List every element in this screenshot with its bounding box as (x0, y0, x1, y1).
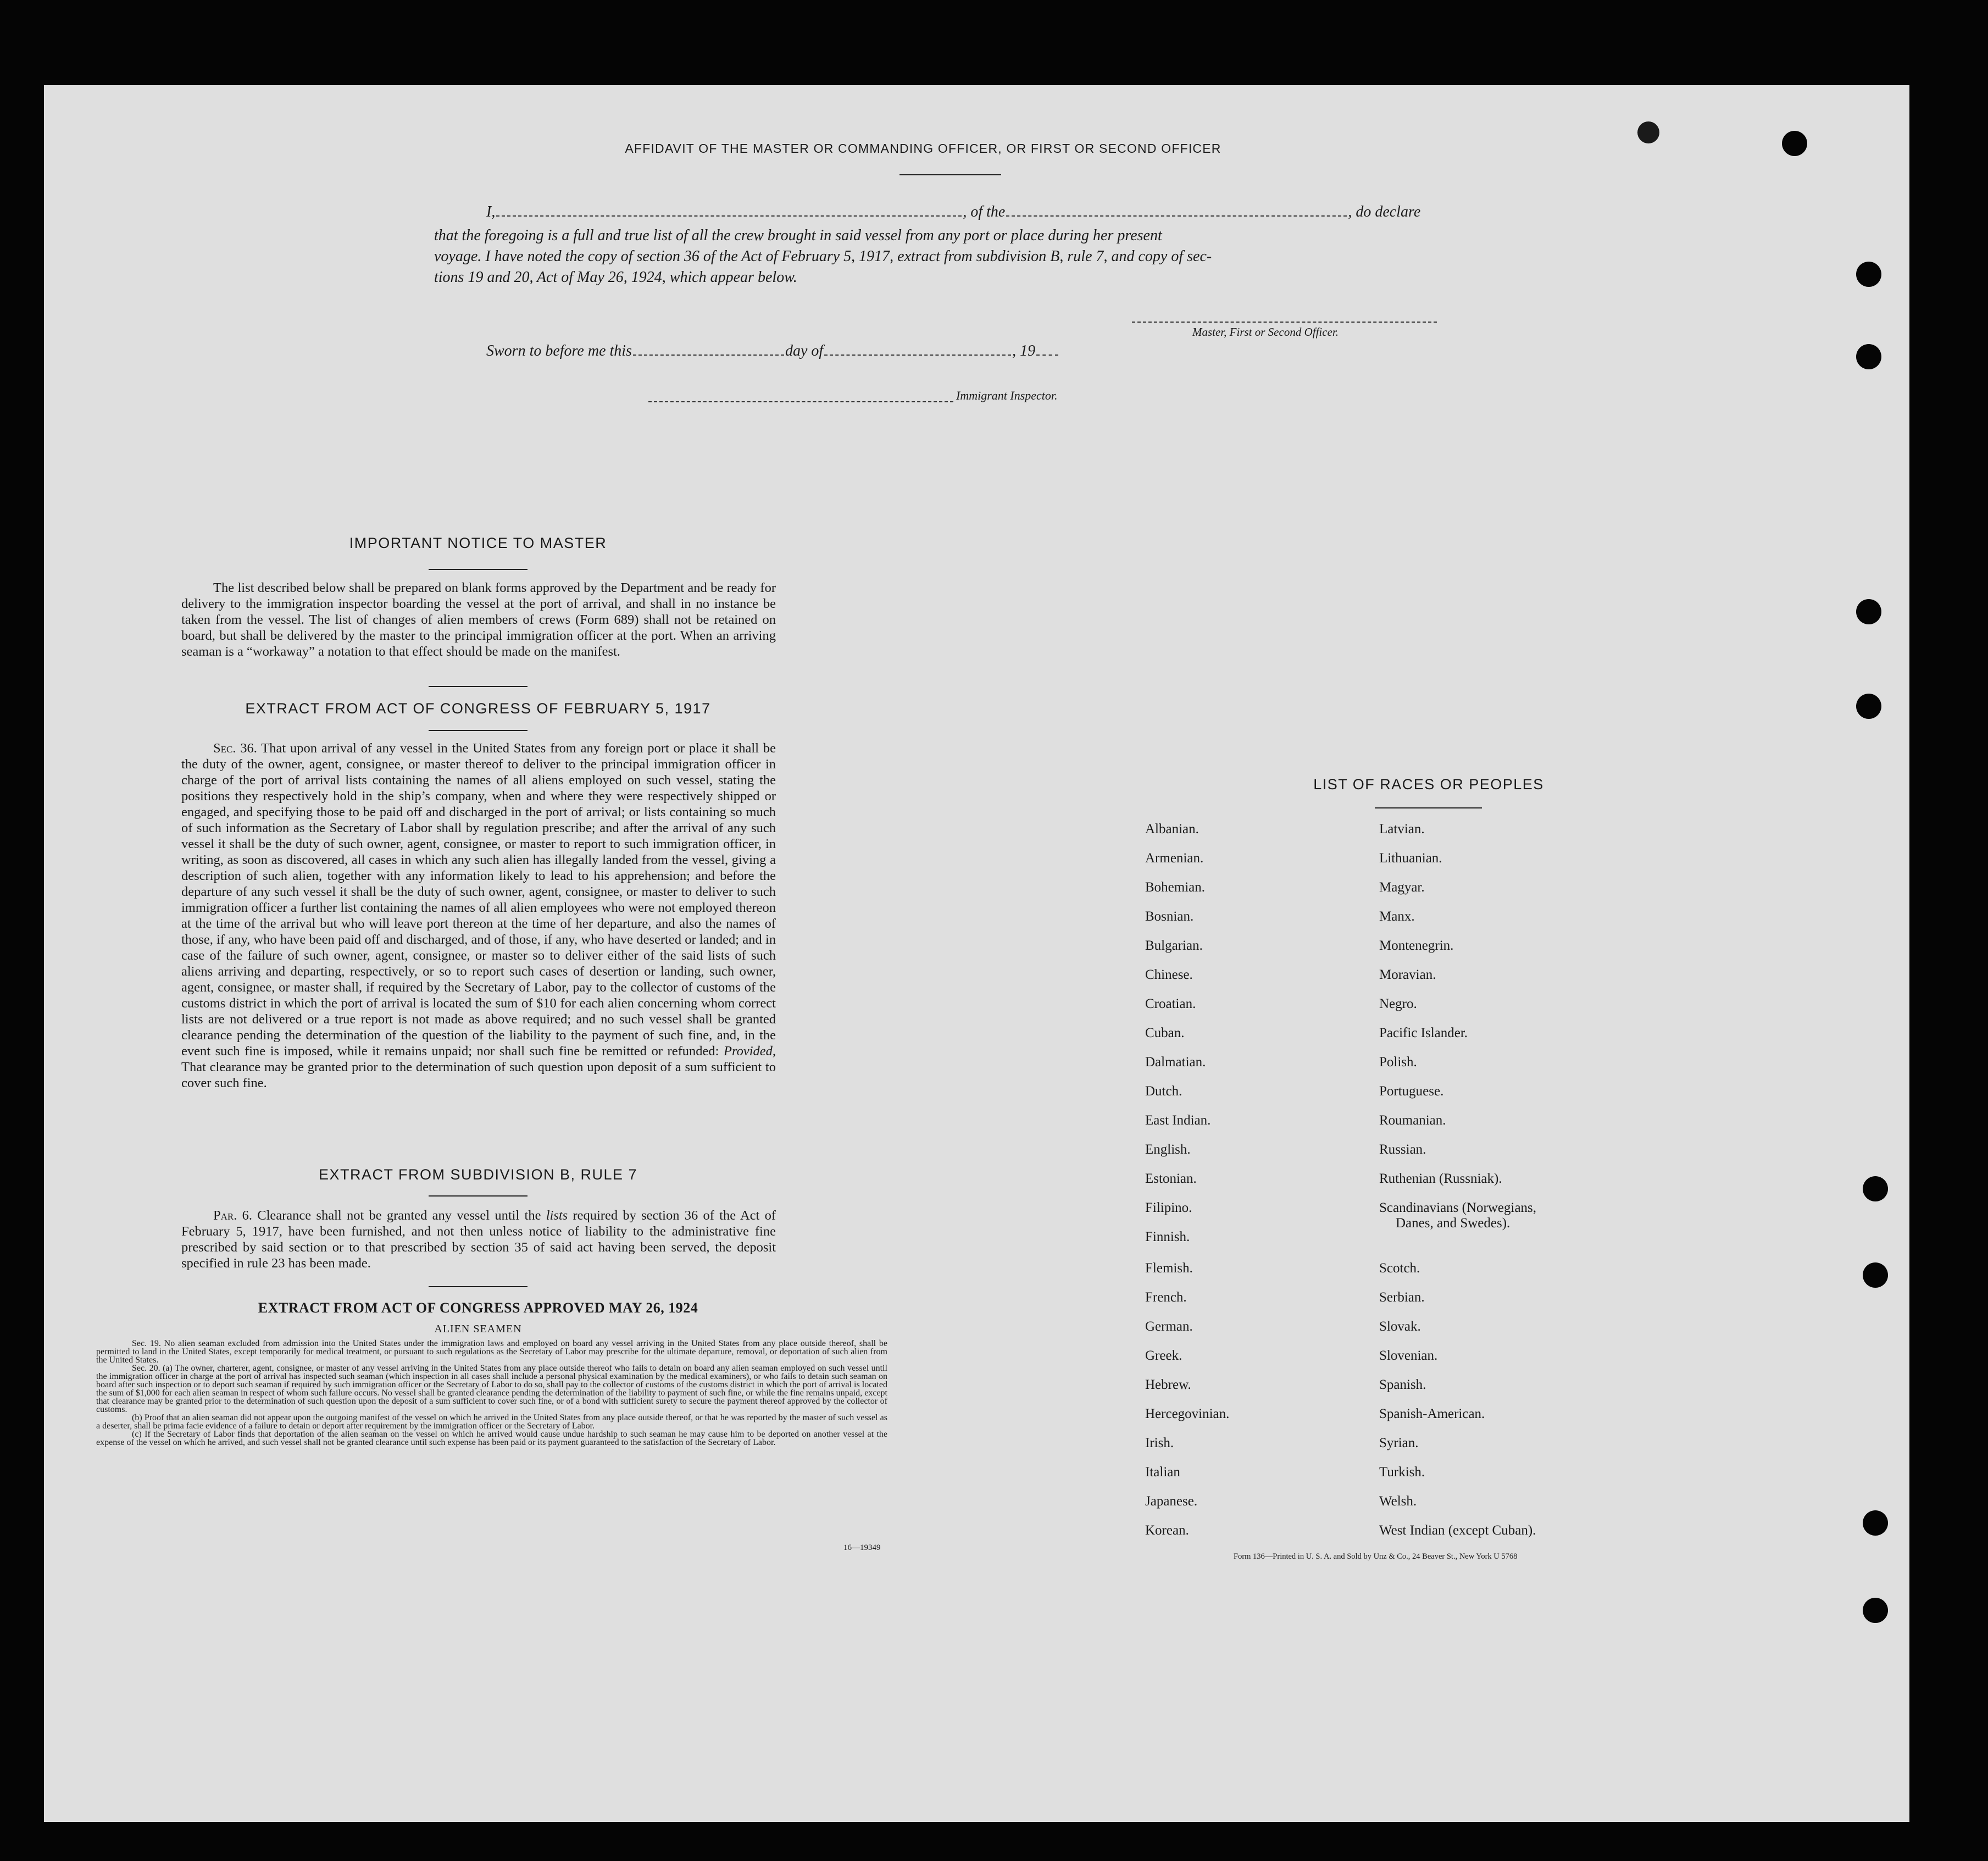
declaration-line-1: that the foregoing is a full and true list of all the crew brought in said vessel from any port or place during her present (434, 227, 1162, 244)
race-item: Bulgarian. (1145, 938, 1203, 953)
sworn-year-field[interactable] (1036, 355, 1058, 356)
master-signature-line[interactable] (1132, 322, 1437, 323)
inspector-signature-line[interactable] (648, 401, 953, 402)
race-item: Korean. (1145, 1523, 1189, 1538)
sec-36-text-end: That clearance may be granted prior to the determination of such question upon deposit of a sum sufficient to cover such fine. (181, 1060, 776, 1090)
binder-hole-10 (1637, 121, 1659, 143)
race-item: Slovenian. (1379, 1348, 1438, 1363)
sec-20c-text: (c) If the Secretary of Labor finds that deportation of the alien seaman on the vessel on which he arrived would cause undue hardship to such seaman he may cause him to be deported on another vessel at the expense of the vessel on which he arrived, and such vessel shall not be granted clearance until such expense has been paid or its payment guaranteed to the satisfaction of the Secretary of Labor. (96, 1430, 887, 1447)
race-item: Syrian. (1379, 1436, 1419, 1450)
binder-hole-2 (1856, 262, 1881, 287)
race-item: Finnish. (1145, 1229, 1190, 1244)
race-item: Polish. (1379, 1055, 1417, 1070)
race-item: Filipino. (1145, 1200, 1192, 1215)
race-item: German. (1145, 1319, 1193, 1334)
sworn-month-field[interactable] (824, 355, 1011, 356)
race-item: Roumanian. (1379, 1113, 1446, 1128)
race-item: Magyar. (1379, 880, 1425, 895)
binder-hole-1 (1782, 131, 1807, 156)
race-item: Armenian. (1145, 851, 1204, 866)
rule-7-text (181, 1208, 776, 1271)
race-item: Welsh. (1379, 1494, 1417, 1509)
binder-hole-7 (1863, 1262, 1888, 1288)
inspector-signature-caption: Immigrant Inspector. (956, 389, 1058, 402)
race-item: Dalmatian. (1145, 1055, 1206, 1070)
race-item: Bosnian. (1145, 909, 1194, 924)
race-item: Scandinavians (Norwegians, (1379, 1200, 1537, 1215)
sworn-line (486, 342, 1059, 360)
extract-1917-text (181, 740, 776, 1091)
race-item: Estonian. (1145, 1171, 1197, 1186)
race-item: Serbian. (1379, 1290, 1425, 1305)
race-item: Portuguese. (1379, 1084, 1444, 1099)
race-item: Turkish. (1379, 1465, 1425, 1480)
race-item: Spanish-American. (1379, 1406, 1485, 1421)
race-item: Manx. (1379, 909, 1415, 924)
declare-label: , do declare (1348, 203, 1421, 220)
of-the-label: , of the (963, 203, 1006, 220)
sec-36-text: That upon arrival of any vessel in the United States from any foreign port or place it shall be the duty of the owner, agent, consignee, or master thereof to deliver to the principal immigration officer in charge of the port of arrival lists containing the names of all aliens employed on such vessel, stating the positions they respectively hold in the ship’s company, when and where they were respectively shipped or engaged, and specifying those to be paid off and discharged in the port of arrival; or lists containing so much of such information as the Secretary of Labor shall by regulation prescribe; and after the arrival of any such vessel it shall be the duty of such owner, agent, consignee, or master to report to such immigration officer, in writing, as soon as discovered, all cases in which any such alien has illegally landed from the vessel, giving a description of such alien, together with any information likely to lead to his apprehension; and before the departure of any such vessel it shall be the duty of such owner, agent, consignee, or master to deliver to such immigration officer a further list containing the names of all alien employees who were not employed thereon at the time of the arrival but who will leave port thereon at the time of her departure, and also the names of those, if any, who have been paid off and discharged, and of those, if any, who have deserted or landed; and in case of the failure of such owner, agent, consignee, or master so to deliver either of the said lists of such aliens arriving and departing, respectively, or so to report such cases of desertion or landing, such owner, agent, consignee, or master shall, if required by the Secretary of Labor, pay to the collector of customs of the customs district in which the port of arrival is located the sum of $10 for each alien concerning whom correct lists are not delivered or a true report is not made as above required; and no such vessel shall be granted clearance pending the determination of the question of the liability to the payment of such fine, and, in the event such fine is imposed, while it remains unpaid; nor shall such fine be remitted or refunded: (181, 741, 776, 1059)
declaration-body (434, 225, 1515, 288)
sworn-day-field[interactable] (633, 355, 784, 356)
race-item: Lithuanian. (1379, 851, 1442, 866)
binder-hole-6 (1863, 1176, 1888, 1201)
notice-title: IMPORTANT NOTICE TO MASTER (349, 535, 607, 551)
extract-1917-title: EXTRACT FROM ACT OF CONGRESS OF FEBRUARY 5, 1917 (245, 700, 711, 717)
master-signature-caption: Master, First or Second Officer. (1192, 325, 1339, 339)
race-item: Danes, and Swedes). (1396, 1216, 1511, 1231)
declaration-line-2: voyage. I have noted the copy of section 36 of the Act of February 5, 1917, extract from subdivision B, rule 7, and copy of sec- (434, 248, 1212, 265)
binder-hole-4 (1856, 599, 1881, 624)
race-item: Chinese. (1145, 967, 1193, 982)
race-item: Dutch. (1145, 1084, 1182, 1099)
affidavit-title-rule (899, 174, 1001, 175)
race-item: Russian. (1379, 1142, 1426, 1157)
form-number: 16—19349 (843, 1543, 881, 1552)
race-item: Greek. (1145, 1348, 1182, 1363)
race-item: Albanian. (1145, 822, 1199, 837)
declaration-line (486, 203, 1515, 223)
provided-label: Provided, (723, 1044, 776, 1059)
race-item: Ruthenian (Russniak). (1379, 1171, 1502, 1186)
race-item: Flemish. (1145, 1261, 1193, 1276)
races-title-rule (1375, 807, 1482, 808)
par-6-text-b: required by section 36 of the Act of February 5, 1917, have been furnished, and not then unless notice of liability to the administrative fine prescribed by said section or to that prescribed by section 35 of said act having been served, the deposit specified in rule 23 has been made. (181, 1208, 776, 1271)
race-item: Hercegovinian. (1145, 1406, 1230, 1421)
notice-end-rule (429, 686, 527, 687)
race-item: Montenegrin. (1379, 938, 1454, 953)
notice-text: The list described below shall be prepared on blank forms approved by the Department and be ready for delivery to the immigration inspector boarding the vessel at the port of arrival, and shall in no instance be taken from the vessel. The list of changes of alien members of crews (Form 689) shall not be retained on board, but shall be delivered by the master to the principal immigration officer at the port. When an arriving seaman is a “workaway” a notation to that effect should be made on the manifest. (181, 580, 776, 659)
extract-1924-title: EXTRACT FROM ACT OF CONGRESS APPROVED MAY 26, 1924 (258, 1300, 698, 1316)
race-item: Japanese. (1145, 1494, 1198, 1509)
race-item: Hebrew. (1145, 1377, 1191, 1392)
affidavit-title: AFFIDAVIT OF THE MASTER OR COMMANDING OFFICER, OR FIRST OR SECOND OFFICER (625, 141, 1221, 156)
sec-20a-text: Sec. 20. (a) The owner, charterer, agent, consignee, or master of any vessel arriving in the United States from any place outside thereof who fails to detain on board any alien seaman employed on such vessel until the immigration officer in charge at the port of arrival has inspected such seaman (which inspection in all cases shall include a personal physical examination by the medical examiners), or who fails to detain such seaman on board after such inspection or to deport such seaman if required by such immigration officer or the Secretary of Labor to do so, shall pay to the collector of customs of the customs district in which the port of arrival is located the sum of $1,000 for each alien seaman in respect of whom such failure occurs. No vessel shall be granted clearance pending the determination of the liability to payment of such fine, or while the fine remains unpaid, except that clearance may be granted prior to the determination of such question upon the deposit of a sum sufficient to cover such fine, or of a bond with sufficient surety to secure the payment thereof approved by the collector of customs. (96, 1364, 887, 1414)
extract-1924-body (96, 1339, 887, 1447)
race-item: Bohemian. (1145, 880, 1206, 895)
binder-hole-3 (1856, 344, 1881, 369)
par-6-label: Par. 6. (213, 1208, 252, 1223)
races-title: LIST OF RACES OR PEOPLES (1313, 776, 1544, 793)
race-item: Latvian. (1379, 822, 1425, 837)
race-item: East Indian. (1145, 1113, 1211, 1128)
declarant-label: I, (486, 203, 496, 220)
sec-20b-text: (b) Proof that an alien seaman did not appear upon the outgoing manifest of the vessel on which he arrived in the United States from any place outside thereof, or that he was reported by the master of such vessel as a deserter, shall be prima facie evidence of a failure to detain or deport after requirement by the immigration officer or the Secretary of Labor. (96, 1413, 887, 1431)
rule-7-end-rule (429, 1286, 527, 1287)
declaration-line-3: tions 19 and 20, Act of May 26, 1924, which appear below. (434, 269, 797, 286)
lists-word: lists (546, 1208, 568, 1223)
notice-title-rule (429, 569, 527, 570)
race-item: Italian (1145, 1465, 1180, 1480)
race-item: Croatian. (1145, 996, 1196, 1011)
race-item: West Indian (except Cuban). (1379, 1523, 1536, 1538)
race-item: Moravian. (1379, 967, 1436, 982)
race-item: English. (1145, 1142, 1191, 1157)
par-6-text-a: Clearance shall not be granted any vessel until the (257, 1208, 541, 1223)
rule-7-title: EXTRACT FROM SUBDIVISION B, RULE 7 (318, 1166, 638, 1183)
extract-1917-title-rule (429, 730, 527, 731)
race-item: Pacific Islander. (1379, 1026, 1468, 1040)
rule-7-title-rule (429, 1195, 527, 1197)
printer-footer: Form 136—Printed in U. S. A. and Sold by Unz & Co., 24 Beaver St., New York U 5768 (1234, 1552, 1518, 1561)
vessel-name-field[interactable] (1006, 215, 1347, 217)
declarant-name-field[interactable] (496, 215, 962, 217)
race-item: Slovak. (1379, 1319, 1421, 1334)
form-page (44, 85, 1909, 1822)
sworn-label: Sworn to before me this (486, 342, 632, 359)
sec-36-label: Sec. 36. (213, 741, 257, 756)
day-of-label: day of (785, 342, 824, 359)
binder-hole-9 (1863, 1598, 1888, 1623)
binder-hole-8 (1863, 1510, 1888, 1536)
race-item: Scotch. (1379, 1261, 1420, 1276)
race-item: Irish. (1145, 1436, 1174, 1450)
sec-19-text: Sec. 19. No alien seaman excluded from admission into the United States under the immigration laws and employed on board any vessel arriving in the United States from any place outside thereof, shall be permitted to land in the United States, except temporarily for medical treatment, or pursuant to such regulations as the Secretary of Labor may prescribe for the ultimate departure, removal, or deportation of such alien from the United States. (96, 1339, 887, 1365)
race-item: Cuban. (1145, 1026, 1185, 1040)
alien-seamen-subtitle: ALIEN SEAMEN (434, 1323, 522, 1335)
race-item: Spanish. (1379, 1377, 1426, 1392)
race-item: Negro. (1379, 996, 1417, 1011)
binder-hole-5 (1856, 694, 1881, 719)
year-label: , 19 (1012, 342, 1036, 359)
race-item: French. (1145, 1290, 1187, 1305)
